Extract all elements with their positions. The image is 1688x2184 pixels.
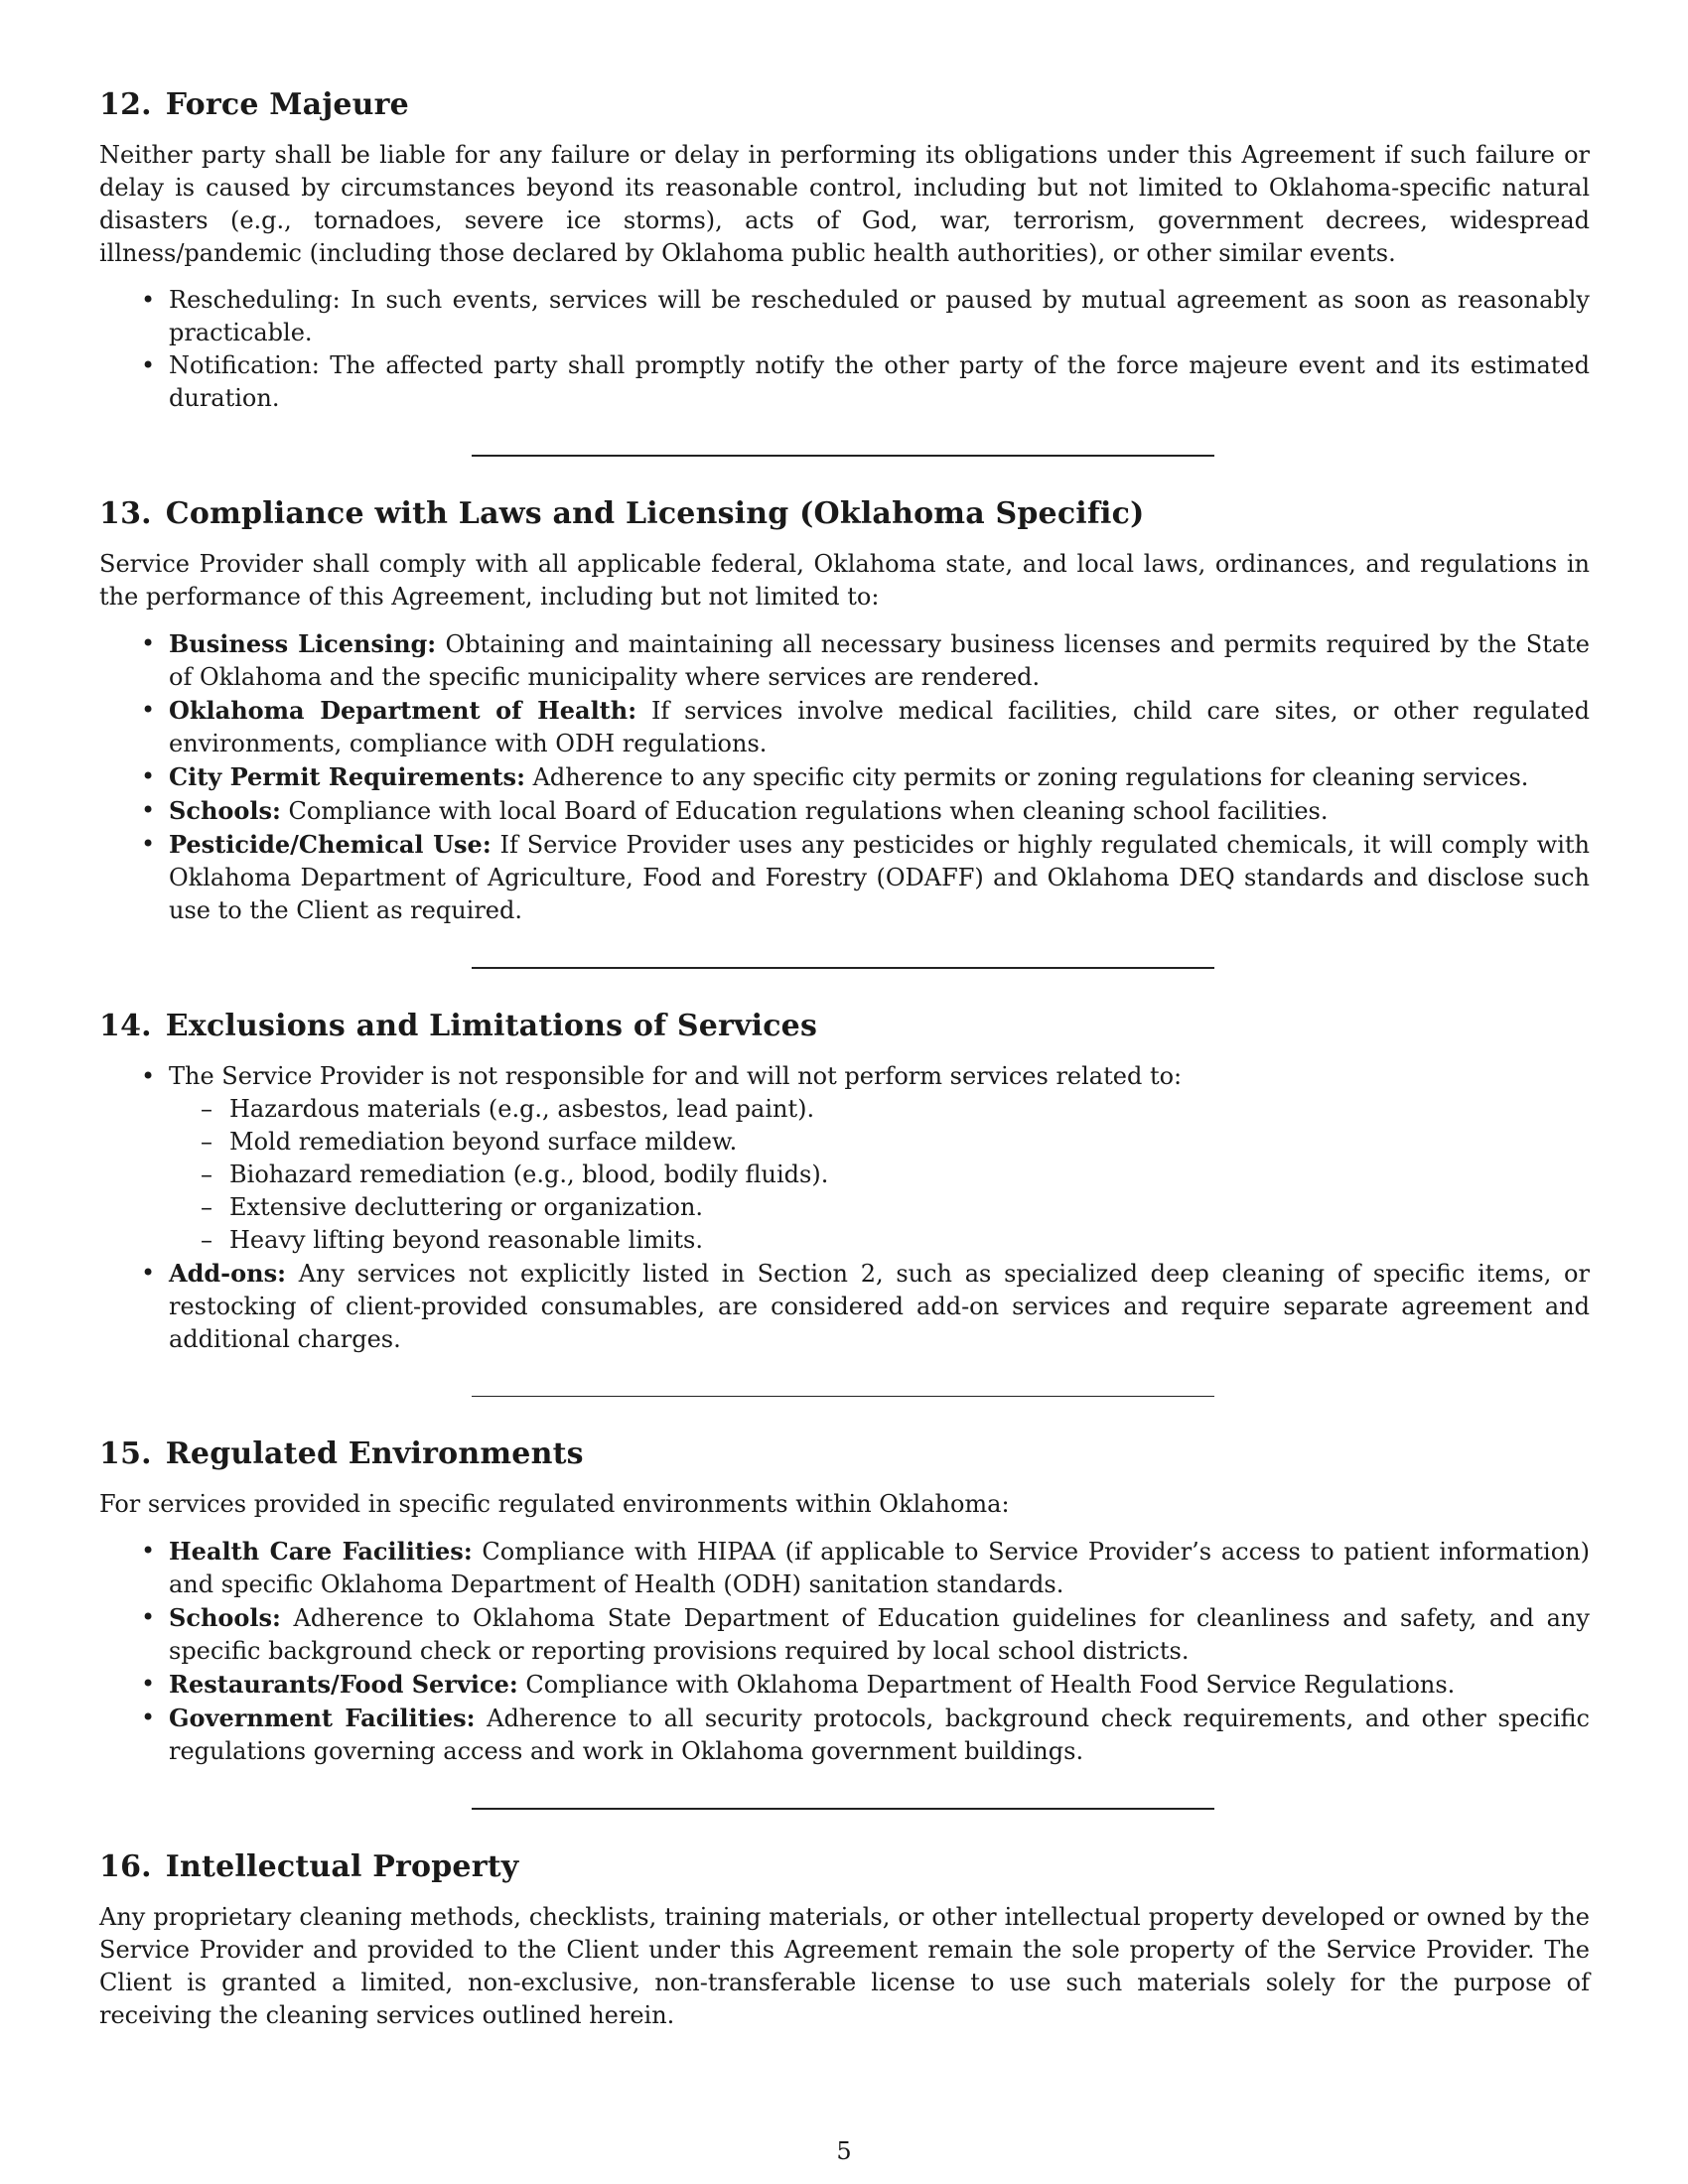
item-text: Compliance with Oklahoma Department of Health Food Service Regulations. — [525, 1671, 1456, 1699]
item-text: Adherence to any specific city permits or zoning regulations for cleaning services. — [532, 763, 1529, 791]
section-title: Force Majeure — [165, 87, 409, 122]
section-12 — [99, 87, 1590, 415]
list-item — [99, 828, 1590, 927]
item-label: Pesticide/Chemical Use: — [169, 830, 492, 859]
list-item — [99, 627, 1590, 694]
section-number: 14. — [99, 1009, 152, 1043]
item-label: Oklahoma Department of Health: — [169, 696, 637, 725]
section-divider — [472, 455, 1214, 457]
bullet-list — [99, 1535, 1590, 1768]
item-label: Schools: — [169, 796, 281, 825]
section-intro: Service Provider shall comply with all applicable federal, Oklahoma state, and local laws, ordinances, and regulations in the performance of this Agreement, including but not limited to: — [99, 550, 1590, 611]
item-text: Compliance with HIPAA (if applicable to Service Provider’s access to patient information) and specific Oklahoma Department of Health (ODH) sanitation standards. — [169, 1538, 1590, 1598]
section-heading — [99, 1436, 1590, 1472]
section-divider — [472, 1396, 1214, 1397]
item-text: If services involve medical facilities, child care sites, or other regulated environments, compliance with ODH regulations. — [169, 697, 1590, 757]
item-text: Compliance with local Board of Education regulations when cleaning school facilities. — [288, 797, 1329, 825]
list-item — [99, 794, 1590, 828]
section-number: 12. — [99, 87, 152, 122]
item-label: Add-ons: — [169, 1259, 286, 1288]
section-heading — [99, 496, 1590, 532]
list-item — [99, 1702, 1590, 1768]
section-heading — [99, 1849, 1590, 1885]
item-text: Obtaining and maintaining all necessary business licenses and permits required by the State of Oklahoma and the specific municipality where services are rendered. — [169, 630, 1590, 691]
sub-list-item: – Biohazard remediation (e.g., blood, bodily fluids). — [169, 1159, 1590, 1191]
bullet-list — [99, 627, 1590, 927]
section-16 — [99, 1849, 1590, 2032]
item-label: City Permit Requirements: — [169, 762, 525, 791]
section-13 — [99, 496, 1590, 927]
list-item — [99, 1668, 1590, 1702]
section-title: Compliance with Laws and Licensing (Oklahoma Specific) — [165, 496, 1145, 531]
bullet-list — [99, 1060, 1590, 1356]
section-title: Exclusions and Limitations of Services — [165, 1009, 818, 1043]
list-item: • Rescheduling: In such events, services will be rescheduled or paused by mutual agreement as soon as reasonably practicable. — [99, 284, 1590, 349]
section-15 — [99, 1436, 1590, 1768]
section-title: Intellectual Property — [165, 1849, 519, 1884]
item-label: Schools: — [169, 1603, 281, 1632]
section-divider — [472, 1808, 1214, 1810]
section-14 — [99, 1009, 1590, 1356]
item-text: Adherence to all security protocols, background check requirements, and other specific regulations governing access and work in Oklahoma government buildings. — [169, 1705, 1590, 1765]
list-item — [99, 760, 1590, 794]
item-text: If Service Provider uses any pesticides or highly regulated chemicals, it will comply with Oklahoma Department of Agriculture, Food and Forestry (ODAFF) and Oklahoma DEQ standards and disclose such use to the Client as required. — [169, 831, 1590, 924]
page-number: 5 — [836, 2137, 852, 2165]
section-heading — [99, 1009, 1590, 1044]
section-intro: Any proprietary cleaning methods, checklists, training materials, or other intellectual property developed or owned by the Service Provider and provided to the Client under this Agreement remain the sole property of the Service Provider. The Client is granted a limited, non-exclusive, non-transferable license to use such materials solely for the purpose of receiving the cleaning services outlined herein. — [99, 1903, 1590, 2029]
item-text: The Service Provider is not responsible for and will not perform services related to: — [169, 1062, 1183, 1090]
list-item — [99, 1060, 1590, 1257]
sub-list-item: – Extensive decluttering or organization. — [169, 1191, 1590, 1224]
section-divider — [472, 967, 1214, 969]
sub-list-item: – Heavy lifting beyond reasonable limits. — [169, 1224, 1590, 1257]
section-number: 16. — [99, 1849, 152, 1884]
list-item: • Notification: The affected party shall promptly notify the other party of the force majeure event and its estimated duration. — [99, 349, 1590, 415]
section-intro: For services provided in specific regulated environments within Oklahoma: — [99, 1490, 1010, 1518]
sub-list-item: – Hazardous materials (e.g., asbestos, lead paint). — [169, 1093, 1590, 1126]
section-heading — [99, 87, 1590, 123]
document-page — [99, 87, 1590, 2046]
item-text: Adherence to Oklahoma State Department of Education guidelines for cleanliness and safety, and any specific background check or reporting provisions required by local school districts. — [169, 1604, 1590, 1665]
item-text: Any services not explicitly listed in Section 2, such as specialized deep cleaning of specific items, or restocking of client-provided consumables, are considered add-on services and require separate agreement and additional charges. — [169, 1260, 1590, 1353]
list-item — [99, 694, 1590, 760]
list-item — [99, 1601, 1590, 1668]
section-intro: Neither party shall be liable for any failure or delay in performing its obligations under this Agreement if such failure or delay is caused by circumstances beyond its reasonable control, including but not limited to Oklahoma-specific natural disasters (e.g., tornadoes, severe ice storms), acts of God, war, terrorism, government decrees, widespread illness/pandemic (including those declared by Oklahoma public health authorities), or other similar events. — [99, 141, 1590, 267]
item-label: Government Facilities: — [169, 1704, 476, 1732]
section-number: 13. — [99, 496, 152, 531]
list-item — [99, 1535, 1590, 1601]
list-item — [99, 1257, 1590, 1356]
item-label: Health Care Facilities: — [169, 1537, 473, 1566]
section-number: 15. — [99, 1436, 152, 1471]
bullet-list — [99, 284, 1590, 415]
section-title: Regulated Environments — [165, 1436, 584, 1471]
sub-list — [169, 1093, 1590, 1257]
item-label: Business Licensing: — [169, 629, 437, 658]
sub-list-item: – Mold remediation beyond surface mildew. — [169, 1126, 1590, 1159]
item-label: Restaurants/Food Service: — [169, 1670, 518, 1699]
